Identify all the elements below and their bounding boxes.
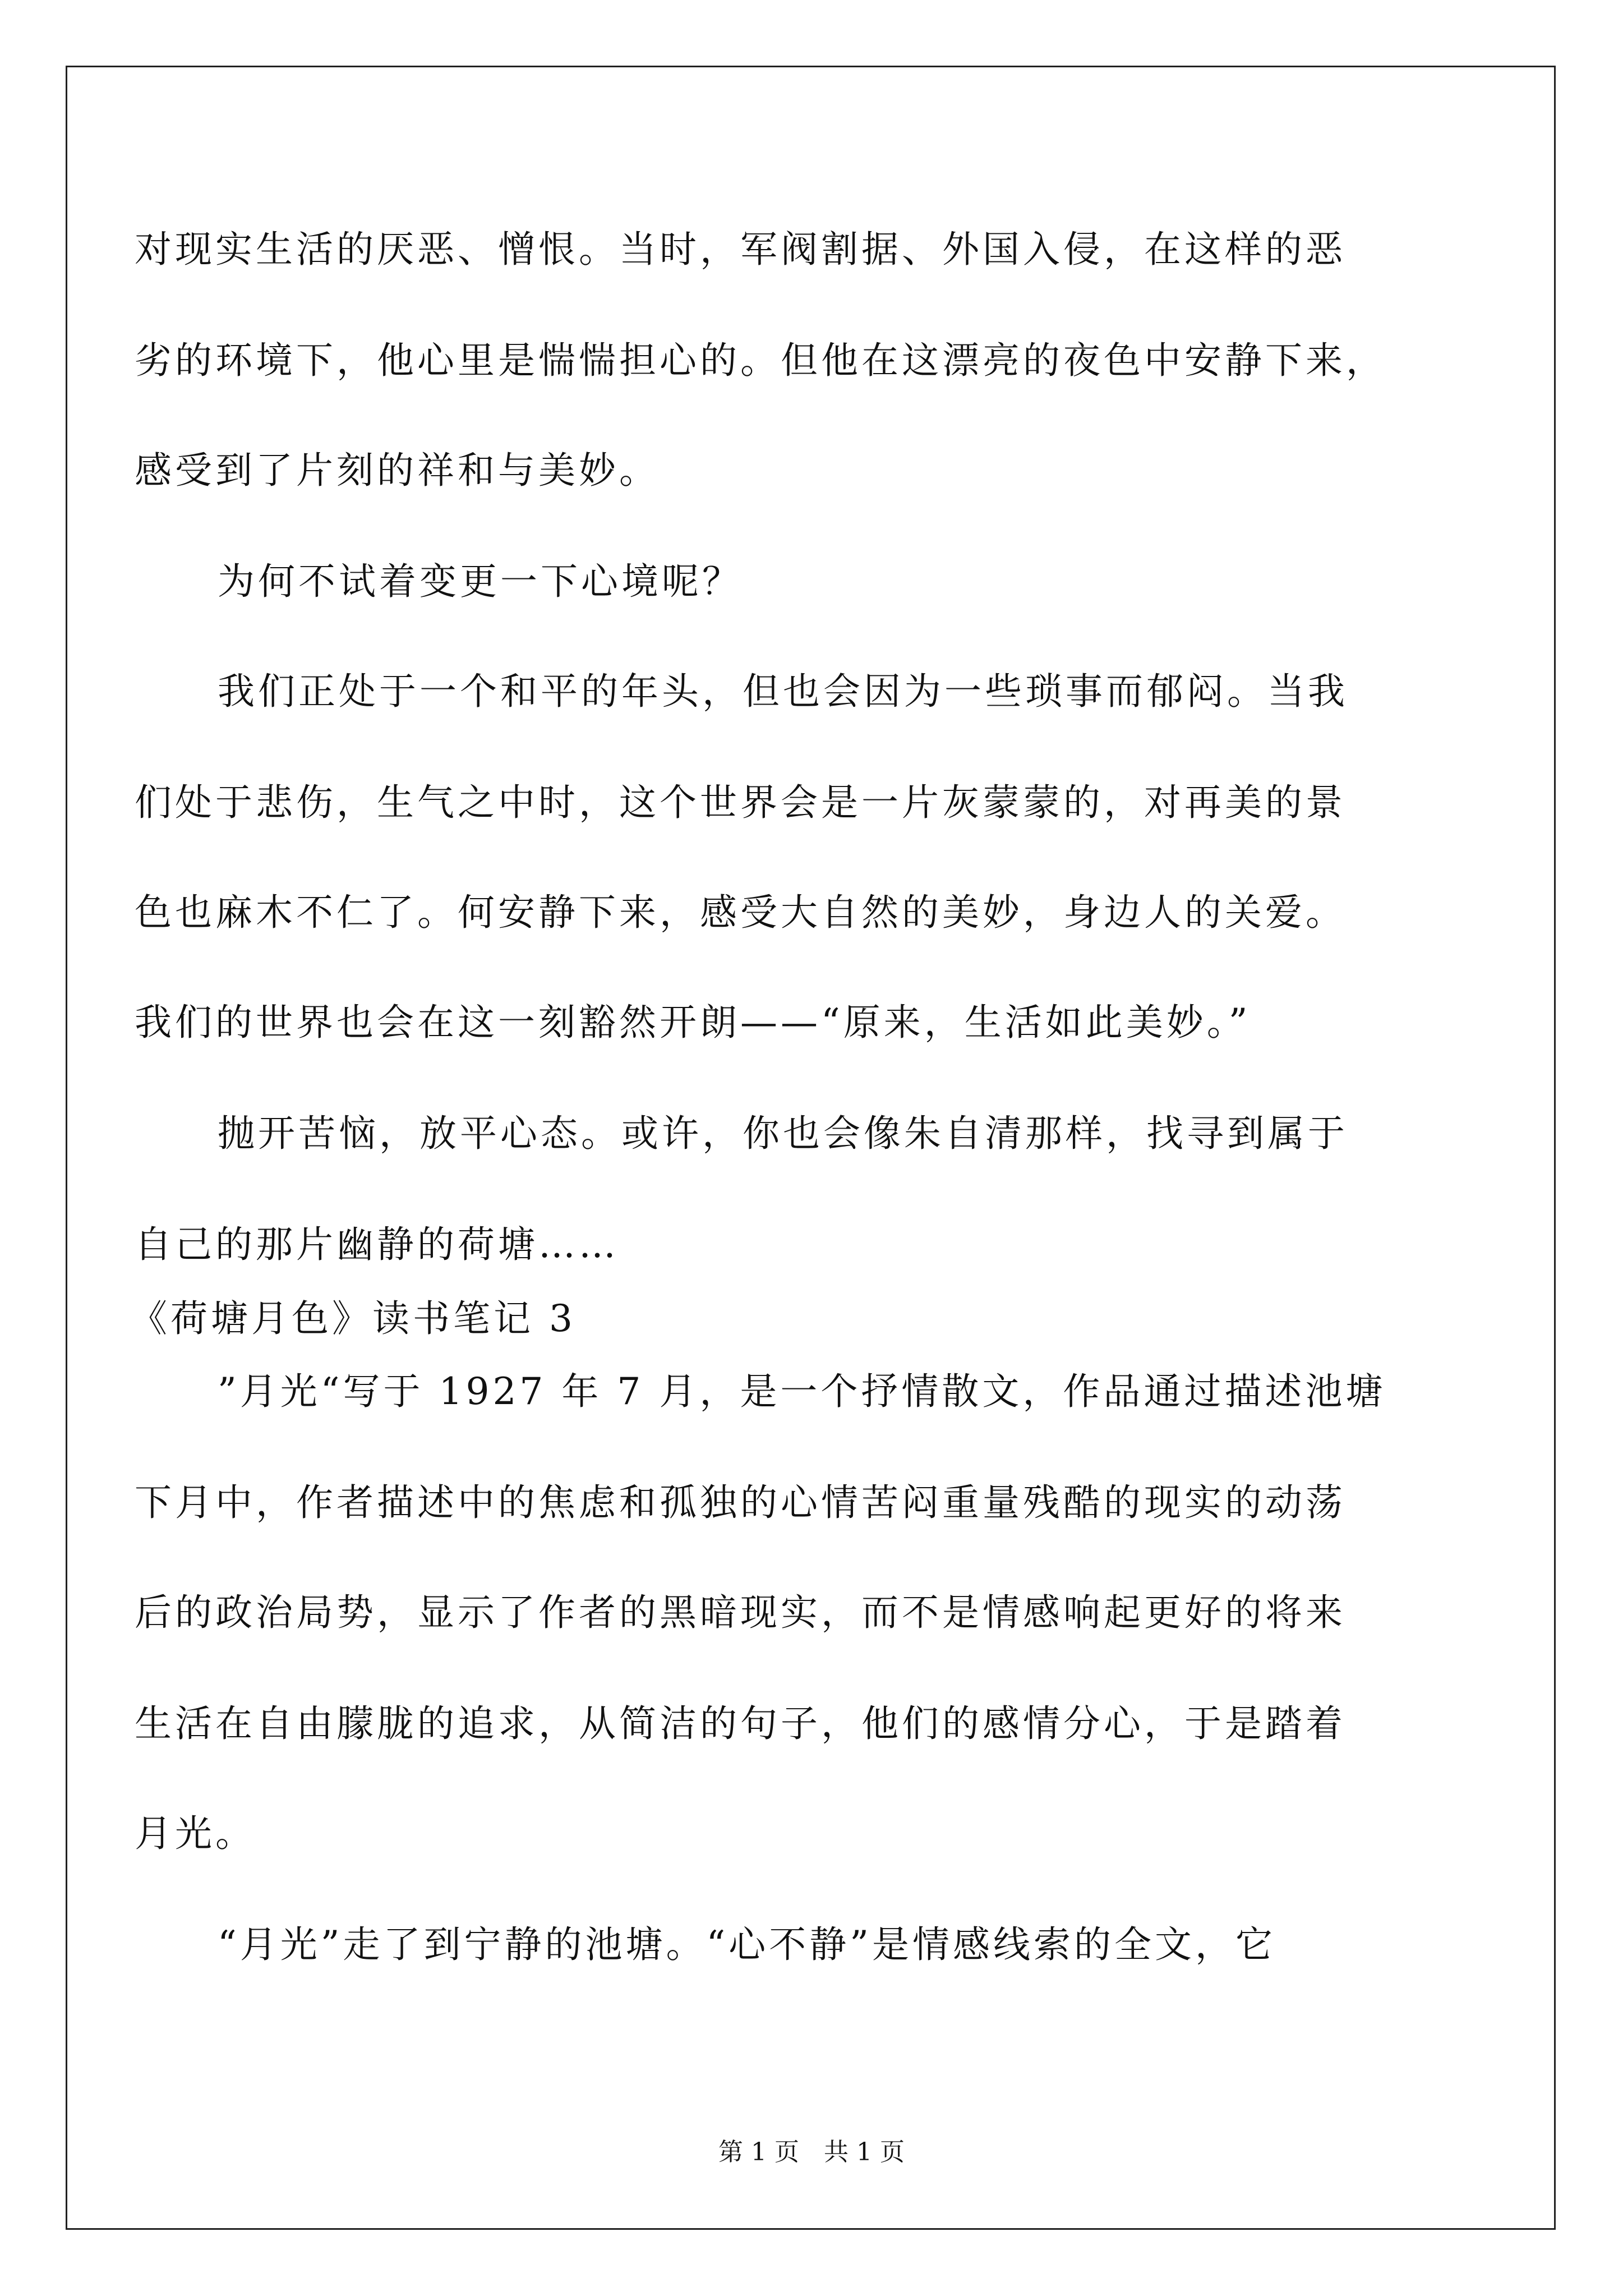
text-line: 我们正处于一个和平的年头，但也会因为一些琐事而郁闷。当我 <box>218 670 1348 713</box>
text-line: 对现实生活的厌恶、憎恨。当时，军阀割据、外国入侵，在这样的恶 <box>135 228 1346 271</box>
text-line: 后的政治局势，显示了作者的黑暗现实，而不是情感响起更好的将来 <box>135 1591 1346 1634</box>
text-line: 为何不试着变更一下心境呢？ <box>218 560 743 603</box>
section-heading: 《荷塘月色》读书笔记 3 <box>130 1297 576 1340</box>
text-line: ”月光“写于 1927 年 7 月，是一个抒情散文，作品通过描述池塘 <box>218 1370 1386 1413</box>
text-line: “月光”走了到宁静的池塘。“心不静”是情感线索的全文，它 <box>218 1923 1276 1966</box>
text-line: 下月中，作者描述中的焦虑和孤独的心情苦闷重量残酷的现实的动荡 <box>135 1481 1346 1524</box>
text-line: 生活在自由朦胧的追求，从简洁的句子，他们的感情分心，于是踏着 <box>135 1702 1346 1745</box>
text-line: 感受到了片刻的祥和与美妙。 <box>135 449 660 492</box>
text-line: 月光。 <box>135 1812 256 1855</box>
text-line: 我们的世界也会在这一刻豁然开朗——“原来，生活如此美妙。” <box>135 1001 1251 1044</box>
text-line: 自己的那片幽静的荷塘…… <box>135 1223 619 1266</box>
page-number-footer: 第 1 页 共 1 页 <box>718 2138 905 2166</box>
text-line: 抛开苦恼，放平心态。或许，你也会像朱自清那样，找寻到属于 <box>218 1112 1348 1155</box>
text-line: 们处于悲伤，生气之中时，这个世界会是一片灰蒙蒙的，对再美的景 <box>135 781 1346 824</box>
text-line: 色也麻木不仁了。何安静下来，感受大自然的美妙，身边人的关爱。 <box>135 891 1346 934</box>
text-line: 劣的环境下，他心里是惴惴担心的。但他在这漂亮的夜色中安静下来， <box>135 339 1386 382</box>
